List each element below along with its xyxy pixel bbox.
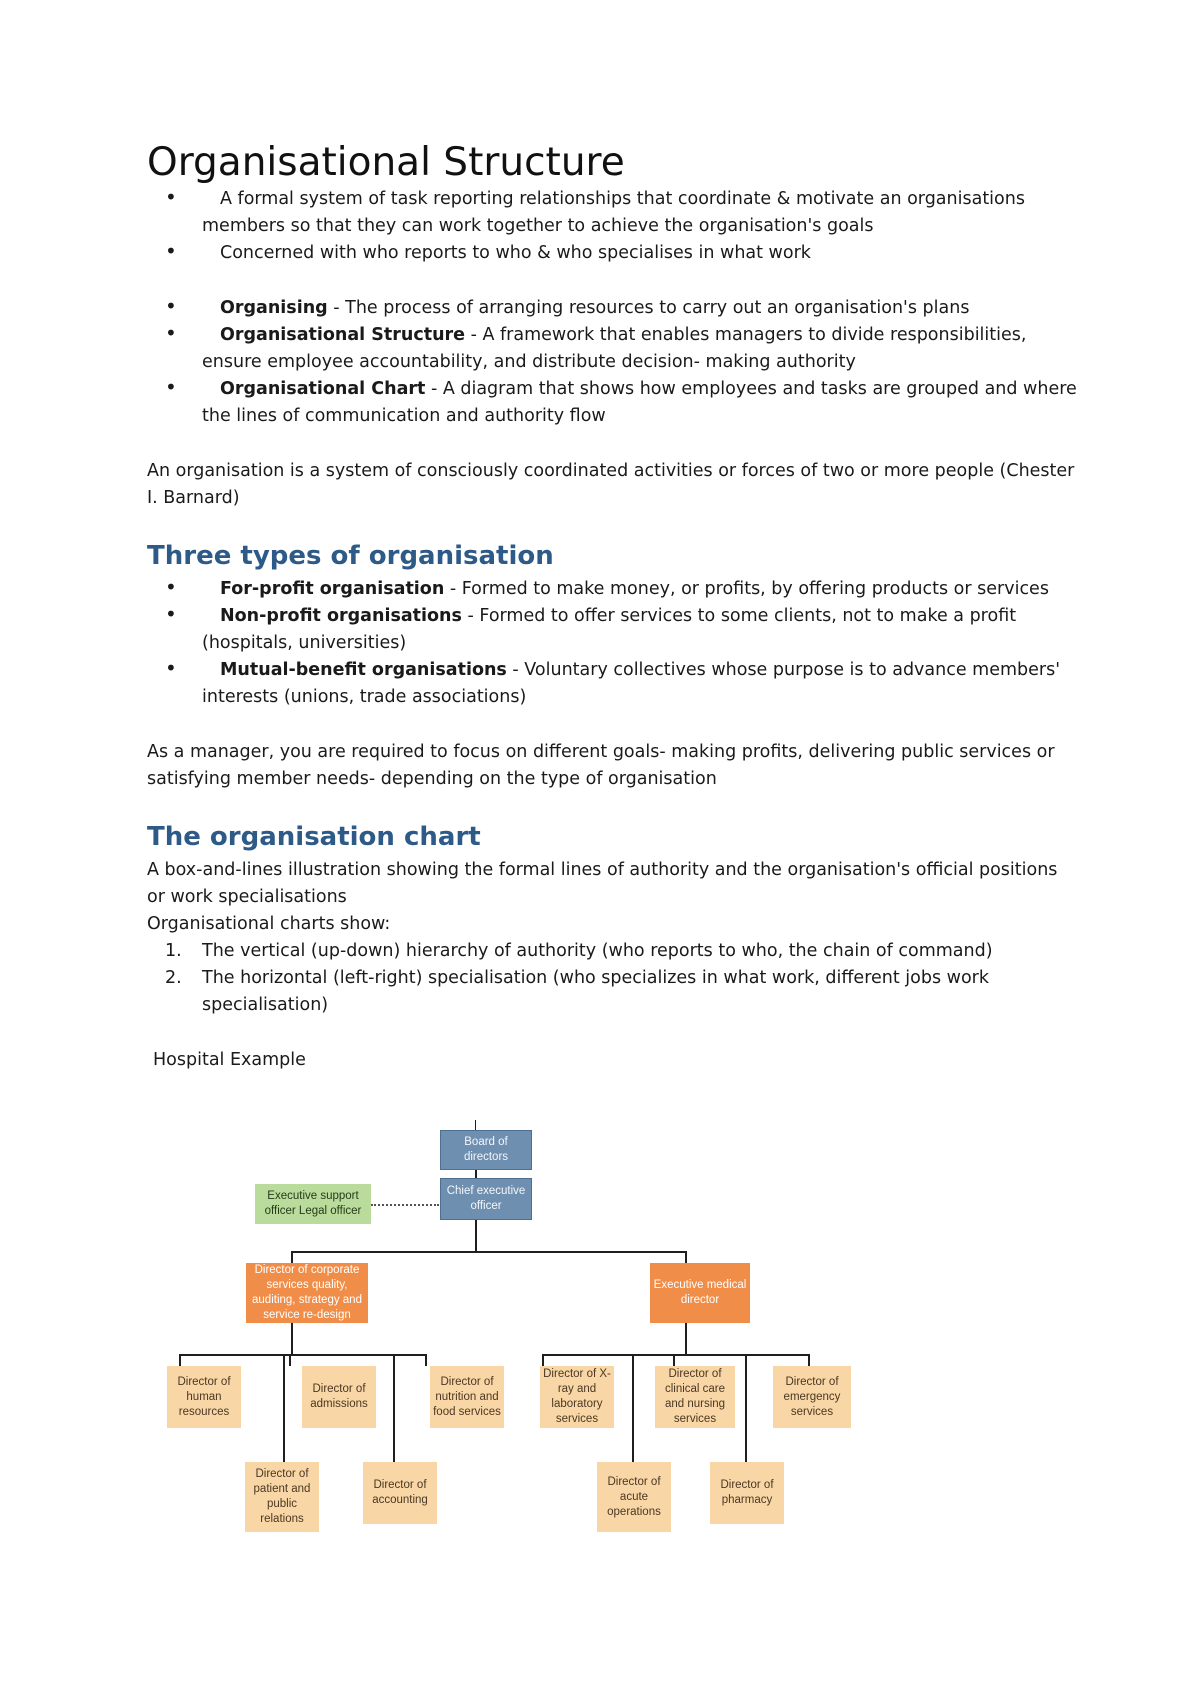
definition-text: - A framework that enables managers to divide responsibilities, ensure employee accountability, and distribute decision- making authority <box>202 325 1027 372</box>
box-clinical: Director of clinical care and nursing services <box>655 1366 735 1428</box>
connector-line <box>179 1354 427 1356</box>
types-list <box>147 576 1077 711</box>
connector-line <box>685 1323 687 1355</box>
connector-line <box>673 1354 675 1366</box>
box-emergency: Director of emergency services <box>773 1366 851 1428</box>
intro-bullet: • Concerned with who reports to who & who specialises in what work <box>147 240 1077 267</box>
connector-line <box>393 1354 395 1462</box>
example-caption: Hospital Example <box>153 1050 306 1070</box>
definition-item <box>147 295 1077 322</box>
point-text: The vertical (up-down) hierarchy of authority (who reports to who, the chain of command) <box>202 941 993 961</box>
page-title: Organisational Structure <box>147 140 625 185</box>
connector-line <box>283 1354 285 1462</box>
definition-item <box>147 376 1077 430</box>
intro-bullet: • A formal system of task reporting relationships that coordinate & motivate an organisations members so that they can work together to achieve the organisation's goals <box>147 186 1077 240</box>
box-admissions: Director of admissions <box>302 1366 376 1428</box>
box-corporate: Director of corporate services quality, auditing, strategy and service re-design <box>246 1263 368 1323</box>
box-nutrition: Director of nutrition and food services <box>430 1366 504 1428</box>
box-ceo: Chief executive officer <box>440 1178 532 1220</box>
intro-list <box>147 186 1077 430</box>
connector-line <box>179 1354 181 1366</box>
box-board: Board of directors <box>440 1130 532 1170</box>
box-pharmacy: Director of pharmacy <box>710 1462 784 1524</box>
box-hr: Director of human resources <box>167 1366 241 1428</box>
type-term: For-profit organisation <box>220 579 445 599</box>
definition-item <box>147 322 1077 376</box>
section-heading-types: Three types of organisation <box>147 541 554 571</box>
connector-line <box>542 1354 810 1356</box>
definition-text: - The process of arranging resources to carry out an organisation's plans <box>327 298 970 318</box>
barnard-quote: An organisation is a system of consciously coordinated activities or forces of two or more people (Chester I. Barnard) <box>147 461 1075 508</box>
chart-point <box>147 938 1077 965</box>
type-item <box>147 657 1077 711</box>
box-patient: Director of patient and public relations <box>245 1462 319 1532</box>
type-term: Non-profit organisations <box>220 606 462 626</box>
type-item <box>147 603 1077 657</box>
connector-line <box>745 1354 747 1462</box>
connector-line <box>475 1220 477 1252</box>
type-item <box>147 576 1077 603</box>
definition-text: - A diagram that shows how employees and tasks are grouped and where the lines of communication and authority flow <box>202 379 1077 426</box>
connector-line <box>291 1251 687 1253</box>
manager-note: As a manager, you are required to focus on different goals- making profits, delivering public services or satisfying member needs- depending on the type of organisation <box>147 742 1055 789</box>
connector-line <box>632 1354 634 1462</box>
box-support: Executive support officer Legal officer <box>255 1184 371 1224</box>
chart-definition: A box-and-lines illustration showing the formal lines of authority and the organisation's official positions or work specialisations <box>147 860 1058 907</box>
connector-line <box>685 1251 687 1263</box>
box-acute: Director of acute operations <box>597 1462 671 1532</box>
section-heading-chart: The organisation chart <box>147 822 481 852</box>
type-term: Mutual-benefit organisations <box>220 660 507 680</box>
connector-line <box>289 1354 291 1366</box>
definition-term: Organisational Structure <box>220 325 466 345</box>
dotted-link <box>371 1204 439 1206</box>
type-text: - Formed to make money, or profits, by offering products or services <box>444 579 1049 599</box>
document-page <box>147 140 1077 1074</box>
connector-line <box>475 1170 477 1178</box>
type-text: - Formed to offer services to some clients, not to make a profit (hospitals, universities) <box>202 606 1017 653</box>
connector-line <box>808 1354 810 1366</box>
chart-shows-label: Organisational charts show: <box>147 914 391 934</box>
chart-points <box>147 938 1077 1019</box>
point-number: 2. <box>165 968 182 988</box>
connector-line <box>291 1251 293 1263</box>
definition-term: Organisational Chart <box>220 379 426 399</box>
hospital-org-chart <box>177 1120 875 1550</box>
connector-line <box>425 1354 427 1366</box>
box-xray: Director of X-ray and laboratory services <box>540 1366 614 1428</box>
connector-line <box>542 1354 544 1366</box>
box-accounting: Director of accounting <box>363 1462 437 1524</box>
point-text: The horizontal (left-right) specialisation (who specializes in what work, different jobs work specialisation) <box>202 968 989 1015</box>
chart-point <box>147 965 1077 1019</box>
point-number: 1. <box>165 941 182 961</box>
connector-line <box>475 1120 476 1130</box>
box-medical: Executive medical director <box>650 1263 750 1323</box>
type-text: - Voluntary collectives whose purpose is to advance members' interests (unions, trade associations) <box>202 660 1061 707</box>
connector-line <box>291 1323 293 1355</box>
definition-term: Organising <box>220 298 328 318</box>
